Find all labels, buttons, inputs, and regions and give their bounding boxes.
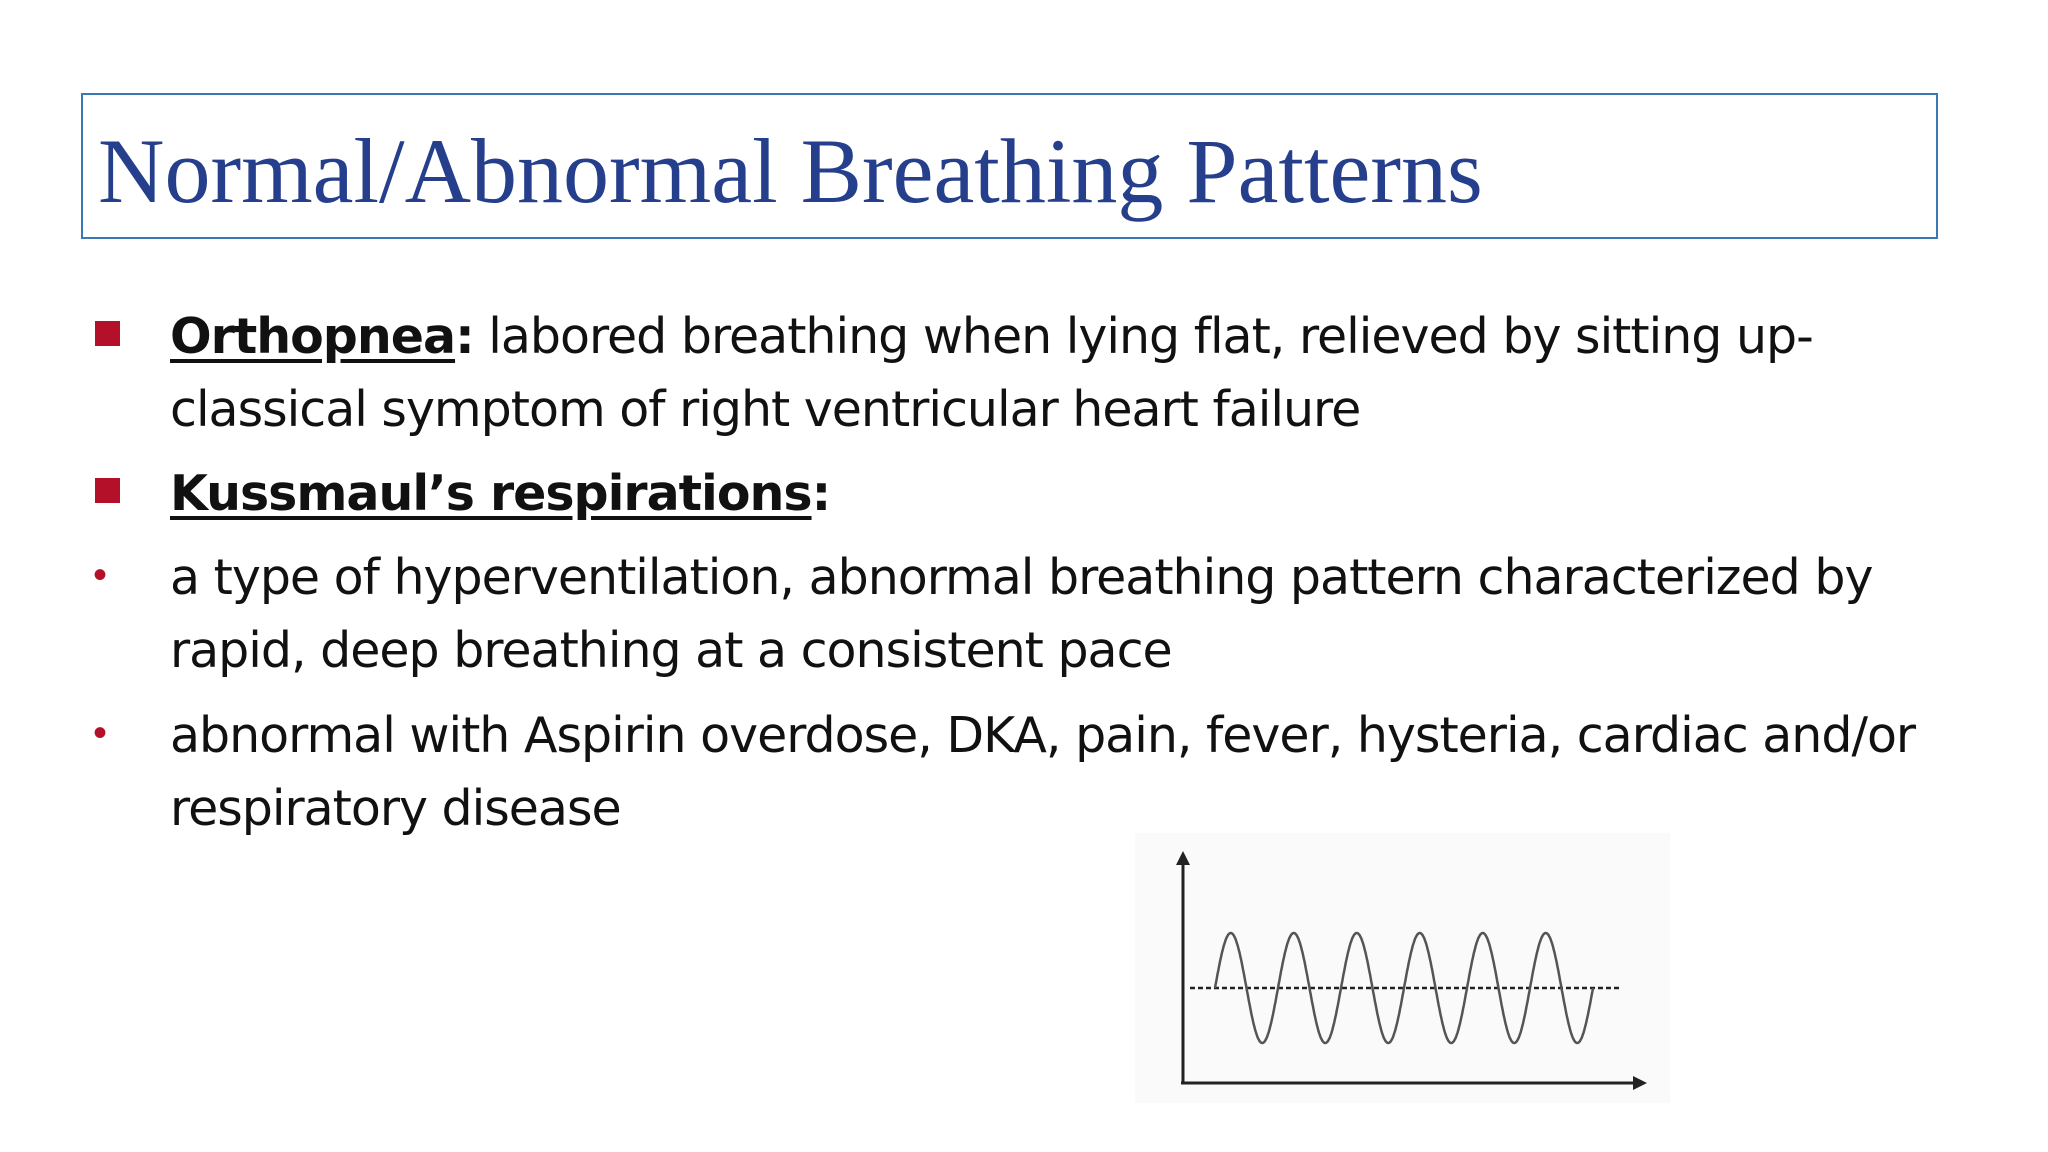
- slide-title: Normal/Abnormal Breathing Patterns: [98, 120, 1483, 222]
- dot-bullet-icon: •: [93, 553, 108, 597]
- bullet-text: [170, 300, 1960, 446]
- bullet-colon: :: [811, 465, 831, 522]
- title-box: [81, 93, 1938, 239]
- x-axis-arrow: [1633, 1076, 1647, 1090]
- sub-bullet-text: a type of hyperventilation, abnormal breathing pattern characterized by rapid, deep breathing at a consistent pace: [170, 549, 1873, 679]
- bullet-term: Orthopnea: [170, 308, 456, 365]
- square-bullet-icon: [95, 478, 120, 503]
- bullet-colon: :: [455, 308, 474, 365]
- square-bullet-icon: [95, 321, 120, 346]
- dot-bullet-icon: •: [93, 711, 108, 755]
- breathing-waveform-graph-icon: [1135, 833, 1670, 1103]
- y-axis-arrow: [1176, 851, 1190, 865]
- bullet-term: Kussmaul’s respirations: [170, 465, 812, 522]
- bullet-text: [170, 457, 1960, 530]
- bullet-description: labored breathing when lying flat, relieved by sitting up- classical symptom of right ventricular heart failure: [170, 308, 1813, 438]
- sub-bullet-text: abnormal with Aspirin overdose, DKA, pain, fever, hysteria, cardiac and/or respiratory disease: [170, 707, 1916, 837]
- breathing-waveform-figure: [1135, 833, 1670, 1103]
